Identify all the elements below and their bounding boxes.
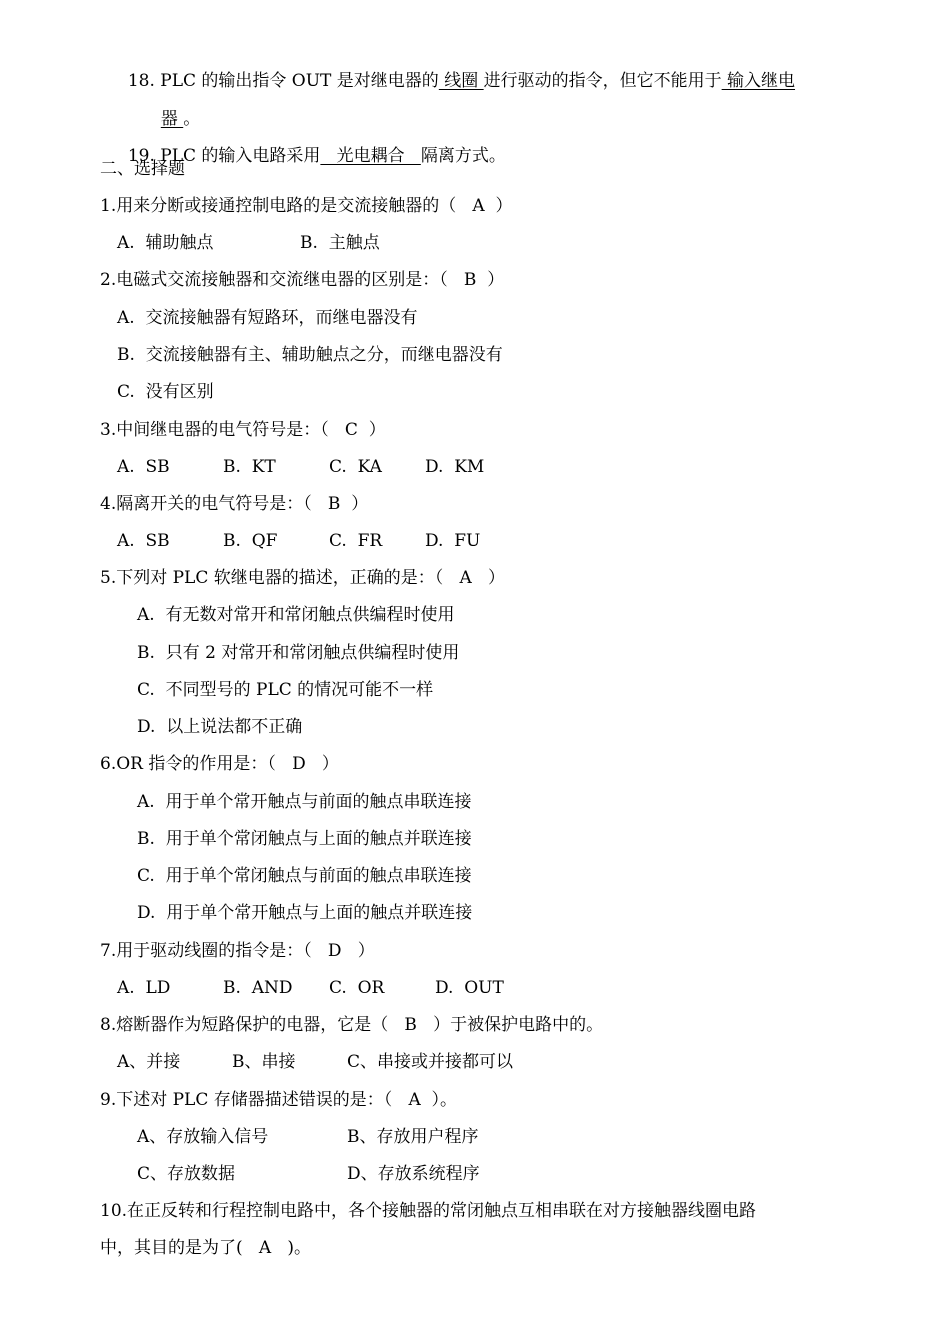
question-9-stem: 9.下述对 PLC 存储器描述错误的是：（ A ）。 — [100, 1090, 458, 1110]
question-7-option-d: D. OUT — [435, 978, 504, 998]
question-5-stem: 5.下列对 PLC 软继电器的描述，正确的是：（ A ） — [100, 568, 505, 588]
q19-text-pre: 19. PLC 的输入电路采用 — [127, 146, 321, 166]
q18-text-post: 。 — [183, 109, 201, 129]
question-3-option-c: C. KA — [329, 457, 382, 477]
question-1-option-b: B. 主触点 — [300, 233, 380, 253]
question-1-stem: 1.用来分断或接通控制电路的是交流接触器的（ A ） — [100, 196, 513, 216]
question-2-option-b: B. 交流接触器有主、辅助触点之分，而继电器没有 — [117, 345, 503, 365]
question-10-stem: 10.在正反转和行程控制电路中，各个接触器的常闭触点互相串联在对方接触器线圈电路 — [100, 1201, 757, 1221]
question-8-stem: 8.熔断器作为短路保护的电器，它是（ B ）于被保护电路中的。 — [100, 1015, 604, 1035]
question-6-option-d: D. 用于单个常开触点与上面的触点并联连接 — [137, 903, 473, 923]
question-4-stem: 4.隔离开关的电气符号是：（ B ） — [100, 494, 369, 514]
question-8-option-c: C、串接或并接都可以 — [347, 1052, 514, 1072]
question-8-option-a: A、并接 — [117, 1052, 181, 1072]
question-7-option-c: C. OR — [329, 978, 385, 998]
question-2-option-a: A. 交流接触器有短路环，而继电器没有 — [117, 308, 418, 328]
question-5-option-b: B. 只有 2 对常开和常闭触点供编程时使用 — [137, 643, 460, 663]
question-5-option-c: C. 不同型号的 PLC 的情况可能不一样 — [137, 680, 434, 700]
fill-question-18-cont — [150, 83, 201, 129]
q18-answer-2a: 输入继电 — [721, 71, 796, 91]
question-4-option-c: C. FR — [329, 531, 383, 551]
q18-text-mid: 进行驱动的指令，但它不能用于 — [483, 71, 722, 91]
question-6-option-c: C. 用于单个常闭触点与前面的触点串联连接 — [137, 866, 472, 886]
question-6-stem: 6.OR 指令的作用是：（ D ） — [100, 754, 339, 774]
question-4-option-d: D. FU — [425, 531, 481, 551]
question-9-option-d: D、存放系统程序 — [347, 1164, 480, 1184]
question-6-option-a: A. 用于单个常开触点与前面的触点串联连接 — [137, 792, 472, 812]
question-1-option-a: A. 辅助触点 — [117, 233, 214, 253]
question-5-option-a: A. 有无数对常开和常闭触点供编程时使用 — [137, 605, 455, 625]
question-4-option-b: B. QF — [223, 531, 278, 551]
question-2-stem: 2.电磁式交流接触器和交流继电器的区别是：（ B ） — [100, 270, 505, 290]
section-title: 二、选择题 — [100, 159, 185, 179]
question-7-option-b: B. AND — [223, 978, 293, 998]
question-6-option-b: B. 用于单个常闭触点与上面的触点并联连接 — [137, 829, 472, 849]
q18-answer-2b: 器 — [160, 109, 184, 129]
q18-text-pre: 18. PLC 的输出指令 OUT 是对继电器的 — [127, 71, 439, 91]
question-2-option-c: C. 没有区别 — [117, 382, 214, 402]
q19-answer: 光电耦合 — [320, 146, 421, 166]
q18-answer-1: 线圈 — [438, 71, 484, 91]
question-9-option-b: B、存放用户程序 — [347, 1127, 479, 1147]
q19-text-post: 隔离方式。 — [420, 146, 506, 166]
question-7-option-a: A. LD — [117, 978, 171, 998]
question-3-option-d: D. KM — [425, 457, 485, 477]
question-3-stem: 3.中间继电器的电气符号是：（ C ） — [100, 420, 386, 440]
question-5-option-d: D. 以上说法都不正确 — [137, 717, 303, 737]
question-3-option-a: A. SB — [117, 457, 170, 477]
question-10-stem-cont: 中，其目的是为了( A )。 — [100, 1238, 311, 1258]
question-7-stem: 7.用于驱动线圈的指令是：（ D ） — [100, 941, 375, 961]
question-4-option-a: A. SB — [117, 531, 170, 551]
question-8-option-b: B、串接 — [232, 1052, 296, 1072]
question-9-option-c: C、存放数据 — [137, 1164, 236, 1184]
fill-question-18 — [117, 45, 796, 91]
fill-question-19 — [117, 120, 506, 166]
question-9-option-a: A、存放输入信号 — [137, 1127, 269, 1147]
question-3-option-b: B. KT — [223, 457, 276, 477]
